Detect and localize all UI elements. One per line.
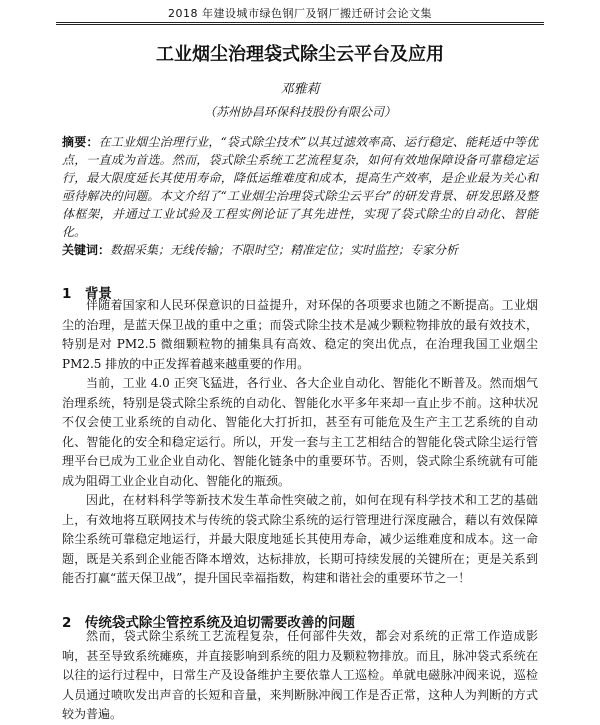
abstract-label: 摘要：	[62, 135, 99, 149]
section-1-paragraph-3: 因此，在材料科学等新技术发生革命性突破之前，如何在现有科学技术和工艺的基础上，有效地将互联网技术与传统的袋式除尘系统的运行管理进行深度融合，藉以有效保障除尘系统可靠稳定地运行，并最大限度地延长其使用寿命，减少运维难度和成本。这一命题，既是关系到企业能否降本增效，达标排放，长期可持续发展的关键所在；更是关系到能否打赢“蓝天保卫战”，提升国民幸福指数，构建和谐社会的重要环节之一！	[62, 493, 538, 585]
abstract	[62, 133, 538, 241]
section-1-heading: 1 背景	[62, 286, 112, 302]
author-affiliation: （苏州协昌环保科技股份有限公司）	[203, 105, 396, 119]
section-1-paragraph-1: 伴随着国家和人民环保意识的日益提升，对环保的各项要求也随之不断提高。工业烟尘的治理，是蓝天保卫战的重中之重；而袋式除尘技术是减少颗粒物排放的最有效技术，特别是对 PM2.5 微细颗粒物的捕集具有高效、稳定的突出优点，在治理我国工业烟尘 PM2.5 排放的中正发挥着越来越重要的作用。	[62, 298, 538, 371]
section-2-heading: 2 传统袋式除尘管控系统及迫切需要改善的问题	[62, 615, 355, 631]
abstract-text: 在工业烟尘治理行业，“袋式除尘技术”以其过滤效率高、运行稳定、能耗适中等优点，一直成为首选。然而，袋式除尘系统工艺流程复杂，如何有效地保障设备可靠稳定运行，最大限度延长其使用寿命，降低运维难度和成本，提高生产效率，是企业最为关心和亟待解决的问题。本文介绍了“工业烟尘治理袋式除尘云平台”的研发背景、研发思路及整体框架，并通过工业试验及工程实例论证了其先进性，实现了袋式除尘的自动化、智能化。	[62, 135, 538, 239]
header-rule	[56, 22, 544, 25]
keywords-text: 数据采集；无线传输；不限时空；精准定位；实时监控；专家分析	[110, 243, 459, 257]
keywords	[62, 241, 538, 259]
paper-title: 工业烟尘治理袋式除尘云平台及应用	[156, 44, 444, 65]
author-name: 邓雅莉	[280, 82, 320, 97]
section-2-paragraph-1: 然而，袋式除尘系统工艺流程复杂，任何部件失效，都会对系统的正常工作造成影响，甚至导致系统瘫痪，并直接影响到系统的阻力及颗粒物排放。而且，脉冲袋式系统在以往的运行过程中，日常生产及设备维护主要依靠人工巡检。单就电磁脉冲阀来说，巡检人员通过喷吹发出声音的长短和音量，来判断脉冲阀工作是否正常，这种人为判断的方式较为普遍。	[62, 629, 538, 721]
keywords-label: 关键词：	[62, 243, 111, 257]
running-head: 2018 年建设城市绿色钢厂及钢厂搬迁研讨会论文集	[168, 7, 432, 20]
section-1-paragraph-2: 当前，工业 4.0 正突飞猛进，各行业、各大企业自动化、智能化不断普及。然而烟气治理系统，特别是袋式除尘系统的自动化、智能化水平多年来却一直止步不前。这种状况不仅会使工业系统的自动化、智能化大打折扣，甚至有可能危及生产主工艺系统的自动化、智能化的安全和稳定运行。所以，开发一套与主工艺相结合的智能化袋式除尘运行管理平台已成为工业企业自动化、智能化链条中的重要环节。否则，袋式除尘系统就有可能成为阻碍工业企业自动化、智能化的瓶颈。	[62, 376, 538, 488]
